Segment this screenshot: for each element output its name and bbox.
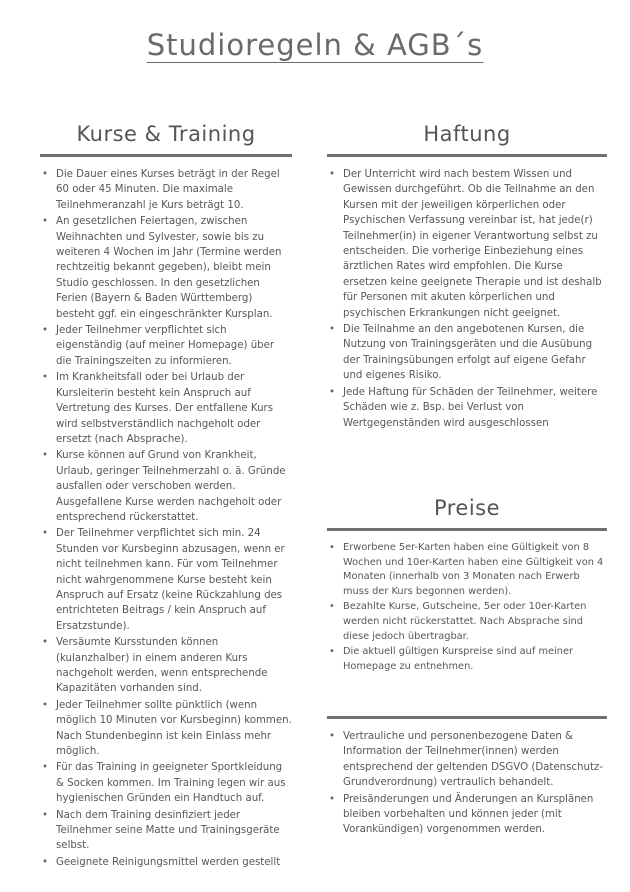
- list-item: • Preisänderungen und Änderungen an Kursplänen bleiben vorbehalten und können jeder (mit Vorankündigen) vorgenommen werden.: [327, 792, 607, 838]
- list-item: • Kurse können auf Grund von Krankheit, Urlaub, geringer Teilnehmerzahl o. ä. Gründe ausfallen oder verschoben werden. Ausgefallene Kurse werden nachgeholt oder entsprechend rückerstattet.: [40, 448, 292, 525]
- kurse-list: [40, 167, 292, 870]
- list-item: • Versäumte Kursstunden können (kulanzhalber) in einem anderen Kurs nachgeholt werden, wenn entsprechende Kapazitäten vorhanden sind.: [40, 635, 292, 697]
- section-preise: [327, 492, 607, 675]
- list-item: • Jeder Teilnehmer verpflichtet sich eigenständig (auf meiner Homepage) über die Trainingszeiten zu informieren.: [40, 323, 292, 369]
- section-divider: [327, 528, 607, 531]
- list-item: • Die Teilnahme an den angebotenen Kursen, die Nutzung von Trainingsgeräten und die Ausübung der Trainingsübungen erfolgt auf eigene Gefahr und eigenes Risiko.: [327, 322, 607, 384]
- section-heading-kurse: Kurse & Training: [76, 122, 256, 146]
- section-misc: [327, 712, 607, 839]
- list-item: • Für das Training in geeigneter Sportkleidung & Socken kommen. Im Training legen wir aus hygienischen Gründen ein Handtuch auf.: [40, 760, 292, 806]
- list-item: • Jede Haftung für Schäden der Teilnehmer, weitere Schäden wie z. Bsp. bei Verlust von Wertgegenständen wird ausgeschlossen: [327, 385, 607, 431]
- list-item: • Im Krankheitsfall oder bei Urlaub der Kursleiterin besteht kein Anspruch auf Vertretung des Kurses. Der entfallene Kurs wird selbstverständlich nachgeholt oder ersetzt (nach Absprache).: [40, 370, 292, 447]
- section-kurse-training: [40, 118, 292, 871]
- section-divider: [327, 716, 607, 719]
- list-item: • Vertrauliche und personenbezogene Daten & Information der Teilnehmer(innen) werden entsprechend der geltenden DSGVO (Datenschutz-Grundverordnung) vertraulich behandelt.: [327, 729, 607, 791]
- preise-list: [327, 541, 607, 674]
- list-item: • Nach dem Training desinfiziert jeder Teilnehmer seine Matte und Trainingsgeräte selbst.: [40, 808, 292, 854]
- section-heading-preise: Preise: [433, 496, 501, 520]
- list-item: • Jeder Teilnehmer sollte pünktlich (wenn möglich 10 Minuten vor Kursbeginn) kommen. Nach Stundenbeginn ist kein Einlass mehr möglich.: [40, 698, 292, 760]
- list-item: • Geeignete Reinigungsmittel werden gestellt: [40, 855, 292, 870]
- list-item: • Der Unterricht wird nach bestem Wissen und Gewissen durchgeführt. Ob die Teilnahme an den Kursen mit der jeweiligen körperlichen oder Psychischen Verfassung vereinbar ist, hat jede(r) Teilnehmer(in) in eigener Verantwortung selbst zu entscheiden. Die vorherige Einbeziehung eines ärztlichen Rates wird empfohlen. Die Kurse ersetzen keine geeignete Therapie und ist deshalb für Personen mit akuten körperlichen und psychischen Erkrankungen nicht geeignet.: [327, 167, 607, 321]
- section-haftung: [327, 118, 607, 432]
- list-item: • An gesetzlichen Feiertagen, zwischen Weihnachten und Sylvester, sowie bis zu weiteren 4 Wochen im Jahr (Termine werden rechtzeitig bekannt gegeben), bleibt mein Studio geschlossen. In den gesetzlichen Ferien (Bayern & Baden Württemberg) besteht ggf. ein eingeschränkter Kursplan.: [40, 214, 292, 322]
- list-item: • Erworbene 5er-Karten haben eine Gültigkeit von 8 Wochen und 10er-Karten haben eine Gültigkeit von 4 Monaten (innerhalb von 3 Monaten nach Erwerb muss der Kurs begonnen werden).: [327, 541, 607, 599]
- section-heading-haftung: Haftung: [423, 122, 511, 146]
- list-item: • Die Dauer eines Kurses beträgt in der Regel 60 oder 45 Minuten. Die maximale Teilnehmeranzahl je Kurs beträgt 10.: [40, 167, 292, 213]
- page-title: Studioregeln & AGB´s: [146, 28, 484, 62]
- section-divider: [327, 154, 607, 157]
- haftung-list: [327, 167, 607, 431]
- misc-list: [327, 729, 607, 838]
- section-divider: [40, 154, 292, 157]
- list-item: • Die aktuell gültigen Kurspreise sind auf meiner Homepage zu entnehmen.: [327, 645, 607, 674]
- list-item: • Der Teilnehmer verpflichtet sich min. 24 Stunden vor Kursbeginn abzusagen, wenn er nicht teilnehmen kann. Für vom Teilnehmer nicht wahrgenommene Kurse besteht kein Anspruch auf Ersatz (keine Rückzahlung des entrichteten Beitrags / kein Anspruch auf Ersatzstunde).: [40, 526, 292, 634]
- list-item: • Bezahlte Kurse, Gutscheine, 5er oder 10er-Karten werden nicht rückerstattet. Nach Absprache sind diese jedoch übertragbar.: [327, 600, 607, 644]
